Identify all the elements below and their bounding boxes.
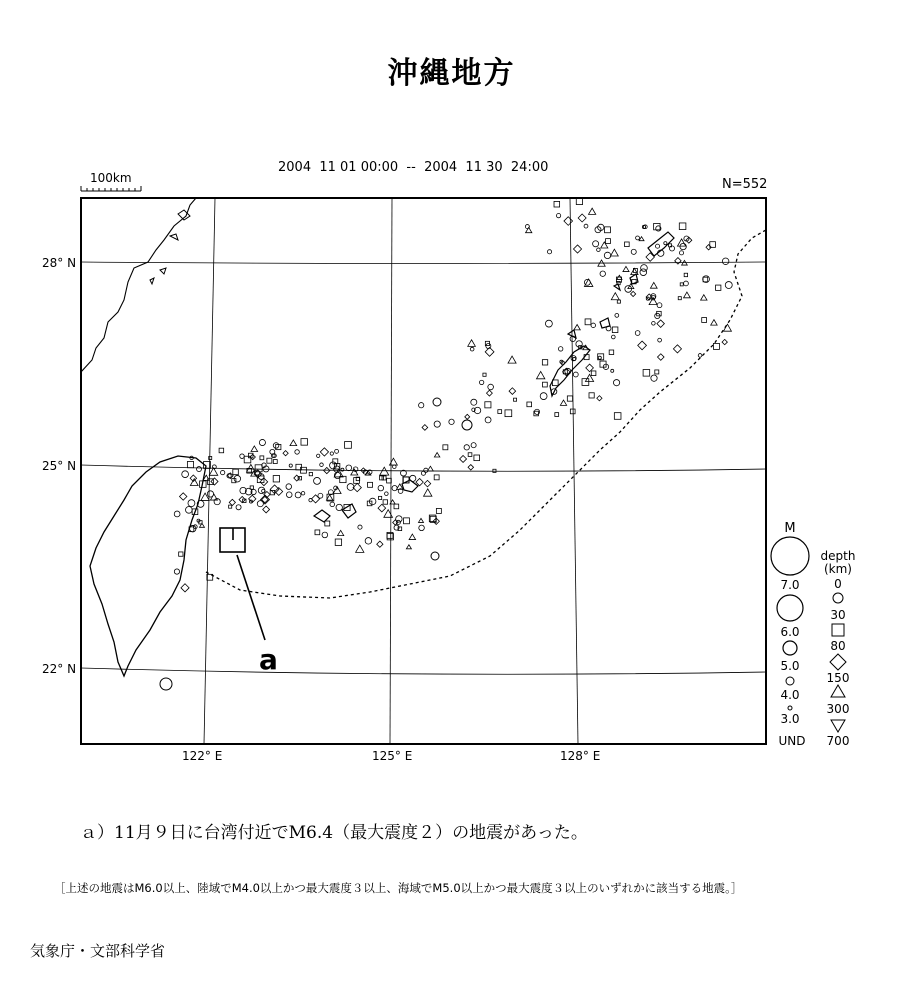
- scale-bar: [81, 186, 141, 191]
- epicenter-marker: [604, 252, 610, 258]
- legend-depth-700: 700: [826, 734, 850, 748]
- epicenter-marker: [314, 477, 321, 484]
- epicenter-marker: [505, 410, 512, 417]
- epicenter-marker: [377, 541, 383, 547]
- epicenter-marker: [289, 464, 292, 467]
- epicenter-marker: [418, 518, 423, 522]
- epicenter-marker: [614, 413, 621, 420]
- legend-depth-80: 80: [830, 639, 846, 653]
- epicenter-marker: [182, 471, 189, 478]
- epicenter-marker: [657, 354, 664, 361]
- epicenter-marker: [651, 375, 657, 381]
- epicenter-marker: [698, 354, 702, 358]
- epicenter-marker: [419, 403, 424, 408]
- epicenter-marker: [286, 492, 292, 498]
- epicenter-marker: [605, 227, 611, 233]
- epicenter-marker: [716, 285, 721, 290]
- epicenter-marker: [558, 347, 562, 351]
- epicenter-marker: [701, 295, 707, 300]
- epicenter-marker: [322, 532, 328, 538]
- epicenter-marker: [174, 511, 180, 517]
- epicenter-marker: [283, 451, 288, 456]
- epicenter-marker: [394, 504, 399, 509]
- epicenter-marker: [636, 236, 640, 240]
- epicenter-marker: [588, 208, 595, 214]
- epicenter-marker: [257, 501, 263, 507]
- epicenter-marker: [631, 268, 638, 274]
- epicenter-marker: [680, 243, 686, 249]
- footer-credit: 気象庁・文部科学省: [30, 942, 166, 960]
- epicenter-marker: [188, 500, 195, 507]
- epicenter-marker: [711, 320, 717, 325]
- epicenter-marker: [179, 493, 186, 500]
- epicenter-marker: [598, 356, 601, 359]
- legend-depth-150: 150: [826, 671, 850, 685]
- epicenter-marker: [260, 456, 264, 460]
- legend-depth-30: 30: [830, 608, 846, 622]
- ryukyu-islands: [314, 232, 674, 522]
- epicenter-marker: [625, 242, 630, 247]
- epicenter-marker: [479, 380, 483, 384]
- epicenter-marker: [593, 241, 599, 247]
- epicenter-marker: [485, 402, 491, 408]
- epicenter-marker: [582, 379, 589, 386]
- epicenter-marker: [684, 273, 687, 276]
- event-count: N=552: [722, 177, 768, 192]
- epicenter-marker: [387, 534, 393, 540]
- epicenter-marker: [684, 281, 689, 286]
- legend-depth-title-2: (km): [823, 562, 853, 576]
- lon-label-122: 122° E: [182, 749, 223, 763]
- epicenter-marker: [392, 486, 397, 491]
- epicenter-marker: [317, 454, 320, 457]
- epicenter-marker: [378, 485, 384, 491]
- epicenter-marker: [657, 303, 662, 308]
- epicenter-marker: [335, 539, 341, 545]
- epicenter-marker: [187, 461, 193, 467]
- epicenter-marker: [617, 300, 620, 303]
- epicenter-marker: [611, 293, 619, 300]
- epicenter-marker: [485, 417, 491, 423]
- legend-depth-title-1: depth: [820, 549, 856, 563]
- epicenter-marker: [368, 482, 373, 487]
- epicenter-marker: [295, 492, 301, 498]
- epicenter-marker: [631, 249, 636, 254]
- epicenter-marker: [468, 465, 474, 471]
- epicenter-marker: [655, 370, 659, 374]
- epicenter-marker: [638, 341, 647, 350]
- legend-depth-150-300-icon: [831, 685, 845, 697]
- event-a-label: a: [259, 643, 278, 676]
- epicenter-marker: [657, 320, 664, 327]
- epicenter-marker: [584, 224, 588, 228]
- epicenter-marker: [379, 496, 382, 499]
- epicenter-marker: [465, 414, 470, 419]
- china-islands: [150, 210, 190, 284]
- epicenter-marker: [556, 214, 560, 218]
- epicenter-marker: [612, 327, 618, 333]
- epicenter-marker: [385, 492, 389, 496]
- epicenter-marker: [470, 347, 474, 351]
- epicenter-marker: [601, 242, 608, 248]
- legend-m4: 4.0: [780, 688, 800, 702]
- epicenter-marker: [679, 223, 686, 230]
- epicenter-marker: [330, 452, 333, 455]
- epicenter-marker: [196, 467, 201, 472]
- epicenter-marker: [181, 584, 189, 592]
- epicenter-marker: [573, 245, 581, 253]
- epicenter-marker: [358, 525, 362, 529]
- epicenter-marker: [487, 390, 493, 396]
- epicenter-marker: [335, 449, 339, 453]
- epicenter-marker: [424, 468, 428, 472]
- epicenter-marker: [684, 292, 691, 298]
- lat-label-22: 22° N: [42, 662, 77, 676]
- lon-label-128: 128° E: [560, 749, 601, 763]
- epicenter-marker: [536, 371, 544, 378]
- epicenter-marker: [356, 545, 364, 552]
- period-label: 2004 11 01 00:00 -- 2004 11 30 24:00: [278, 160, 549, 175]
- epicenter-marker: [514, 398, 517, 401]
- epicenter-marker: [462, 420, 472, 430]
- epicenter-marker: [650, 282, 657, 288]
- legend-depth-80-150-icon: [830, 654, 846, 670]
- epicenter-marker: [286, 484, 292, 490]
- epicenter-marker: [179, 552, 183, 556]
- epicenter-marker: [295, 450, 300, 455]
- lon-label-125: 125° E: [372, 749, 413, 763]
- epicenter-marker: [635, 331, 640, 336]
- epicenter-marker: [527, 402, 532, 407]
- epicenter-marker: [393, 465, 397, 469]
- epicenter-marker: [722, 258, 729, 265]
- legend-m5-circle: [783, 641, 797, 655]
- epicenter-marker: [434, 453, 439, 457]
- epicenter-marker: [560, 400, 566, 405]
- epicenter-marker: [609, 350, 614, 355]
- epicenter-marker: [486, 343, 491, 348]
- epicenter-marker: [424, 489, 432, 496]
- legend-depth-0: 0: [834, 577, 842, 591]
- ryukyu-trench: [206, 230, 766, 598]
- epicenter-marker: [613, 380, 619, 386]
- epicenter-marker: [640, 269, 647, 276]
- epicenter-marker: [330, 502, 335, 507]
- epicenter-marker: [702, 318, 707, 323]
- epicenter-marker: [493, 469, 496, 472]
- epicenter-marker: [201, 493, 209, 500]
- scale-label: 100km: [90, 171, 132, 185]
- epicenter-marker: [679, 251, 683, 255]
- epicenter-marker: [540, 393, 547, 400]
- epicenter-marker: [263, 506, 270, 513]
- epicenter-marker: [573, 357, 576, 360]
- epicenter-marker: [673, 345, 681, 353]
- epicenter-marker: [606, 239, 611, 244]
- lat-label-28: 28° N: [42, 256, 77, 270]
- epicenter-marker: [404, 518, 410, 524]
- lat-label-25: 25° N: [42, 459, 77, 473]
- epicenter-marker: [236, 505, 241, 510]
- epicenter-marker: [471, 443, 476, 448]
- epicenter-marker: [611, 335, 615, 339]
- legend-depth-30-80-icon: [832, 624, 844, 636]
- epicenter-marker: [221, 470, 225, 474]
- epicenter-marker: [589, 393, 594, 398]
- epicenter-marker: [449, 419, 454, 424]
- epicenter-marker: [345, 442, 352, 449]
- epicenter-marker: [488, 384, 494, 390]
- epicenter-marker: [267, 458, 272, 463]
- epicenter-marker: [658, 338, 662, 342]
- epicenter-marker: [554, 201, 560, 207]
- legend-depth-0-30-icon: [833, 593, 843, 603]
- epicenter-marker: [383, 500, 387, 504]
- epicenter-marker: [610, 249, 618, 256]
- epicenter-marker: [460, 455, 467, 462]
- epicenter-marker: [186, 507, 193, 514]
- legend-und: UND: [778, 734, 806, 748]
- epicenter-marker: [351, 469, 358, 475]
- epicenter-marker: [229, 505, 232, 508]
- epicenter-marker: [576, 341, 582, 347]
- epicenter-marker: [474, 455, 480, 461]
- epicenter-marker: [597, 248, 601, 252]
- event-a-marker: [220, 528, 265, 640]
- legend-m3-circle: [788, 706, 792, 710]
- epicenter-marker: [320, 463, 324, 467]
- epicenter-marker: [498, 410, 502, 414]
- epicenter-marker: [209, 456, 212, 459]
- epicenter-marker: [600, 271, 605, 276]
- legend: [771, 521, 855, 748]
- epicenter-markers: [160, 198, 732, 690]
- epicenter-marker: [713, 343, 719, 349]
- epicenter-marker: [678, 297, 681, 300]
- epicenter-marker: [301, 439, 308, 446]
- legend-m3: 3.0: [780, 712, 800, 726]
- epicenter-marker: [468, 453, 472, 457]
- legend-m6-circle: [777, 595, 803, 621]
- epicenter-marker: [320, 448, 328, 456]
- epicenter-marker: [382, 476, 386, 480]
- epicenter-marker: [564, 217, 573, 226]
- china-coastline: [81, 198, 196, 372]
- epicenter-marker: [431, 552, 439, 560]
- epicenter-marker: [312, 495, 320, 503]
- legend-m4-circle: [786, 677, 794, 685]
- epicenter-marker: [436, 508, 441, 513]
- epicenter-marker: [576, 198, 582, 204]
- epicenter-marker: [338, 530, 344, 535]
- epicenter-marker: [591, 371, 596, 376]
- epicenter-marker: [615, 313, 619, 317]
- epicenter-marker: [643, 370, 650, 377]
- epicenter-marker: [585, 319, 591, 325]
- epicenter-marker: [652, 321, 656, 325]
- epicenter-marker: [419, 525, 425, 531]
- page-title: 沖縄地方: [387, 56, 516, 91]
- legend-depth-300-700-icon: [831, 720, 845, 732]
- legend-m7: 7.0: [780, 578, 800, 592]
- epicenter-marker: [273, 476, 279, 482]
- epicenter-marker: [347, 484, 354, 491]
- epicenter-marker: [422, 425, 428, 431]
- epicenter-marker: [315, 530, 320, 535]
- epicenter-marker: [326, 495, 332, 500]
- epicenter-marker: [555, 413, 559, 417]
- epicenter-marker: [336, 504, 342, 510]
- epicenter-marker: [545, 320, 552, 327]
- epicenter-marker: [631, 291, 636, 296]
- epicenter-marker: [365, 538, 372, 545]
- epicenter-marker: [290, 440, 297, 446]
- taiwan-outline: [90, 456, 206, 676]
- epicenter-marker: [573, 372, 578, 377]
- epicenter-marker: [229, 499, 235, 505]
- epicenter-marker: [309, 472, 312, 475]
- epicenter-marker: [251, 446, 258, 452]
- epicenter-marker: [664, 242, 667, 245]
- epicenter-marker: [273, 460, 277, 464]
- epicenter-marker: [552, 380, 558, 386]
- epicenter-marker: [578, 214, 586, 222]
- epicenter-marker: [567, 396, 572, 401]
- epicenter-marker: [240, 454, 245, 459]
- epicenter-marker: [325, 521, 330, 526]
- epicenter-marker: [623, 266, 629, 271]
- epicenter-marker: [471, 399, 477, 405]
- epicenter-marker: [483, 373, 486, 376]
- epicenter-marker: [207, 491, 213, 497]
- legend-magnitude-title: M: [784, 521, 796, 536]
- epicenter-marker: [378, 504, 386, 512]
- epicenter-marker: [341, 468, 344, 471]
- epicenter-marker: [219, 448, 224, 453]
- epicenter-marker: [509, 388, 516, 395]
- epicenter-marker: [346, 465, 352, 471]
- epicenter-marker: [443, 445, 448, 450]
- epicenter-marker: [508, 356, 516, 363]
- epicenter-marker: [723, 324, 731, 331]
- epicenter-marker: [722, 339, 727, 344]
- epicenter-marker: [597, 396, 602, 401]
- epicenter-marker: [628, 284, 634, 289]
- legend-depth-300: 300: [826, 702, 850, 716]
- epicenter-marker: [485, 347, 494, 356]
- criteria-note: ［上述の地震はM6.0以上、陸域でM4.0以上かつ最大震度３以上、海域でM5.0以上かつ最大震度３以上のいずれかに該当する地震。］: [54, 881, 743, 895]
- epicenter-marker: [542, 360, 547, 365]
- epicenter-marker: [174, 569, 179, 574]
- epicenter-marker: [547, 250, 551, 254]
- epicenter-marker: [464, 445, 469, 450]
- epicenter-marker: [434, 421, 440, 427]
- epicenter-marker: [611, 369, 614, 372]
- epicenter-marker: [433, 398, 441, 406]
- legend-m5: 5.0: [780, 659, 800, 673]
- caption-event-a: ａ）11月９日に台湾付近でM6.4（最大震度２）の地震があった。: [80, 823, 588, 843]
- epicenter-marker: [543, 382, 548, 387]
- epicenter-marker: [324, 467, 330, 473]
- epicenter-marker: [233, 469, 239, 475]
- epicenter-marker: [410, 475, 416, 481]
- epicenter-marker: [434, 475, 439, 480]
- epicenter-marker: [680, 283, 683, 286]
- epicenter-marker: [574, 325, 580, 330]
- epicenter-marker: [309, 498, 312, 501]
- epicenter-marker: [259, 439, 265, 445]
- epicenter-marker: [301, 491, 304, 494]
- epicenter-marker: [380, 476, 384, 480]
- legend-m6: 6.0: [780, 625, 800, 639]
- epicenter-marker: [725, 282, 732, 289]
- epicenter-marker: [409, 534, 415, 539]
- epicenter-marker: [160, 678, 172, 690]
- epicenter-marker: [656, 244, 660, 248]
- epicenter-marker: [424, 480, 430, 486]
- epicenter-marker: [468, 340, 476, 347]
- epicenter-marker: [406, 545, 411, 549]
- epicenter-marker: [591, 323, 595, 327]
- legend-m7-circle: [771, 537, 809, 575]
